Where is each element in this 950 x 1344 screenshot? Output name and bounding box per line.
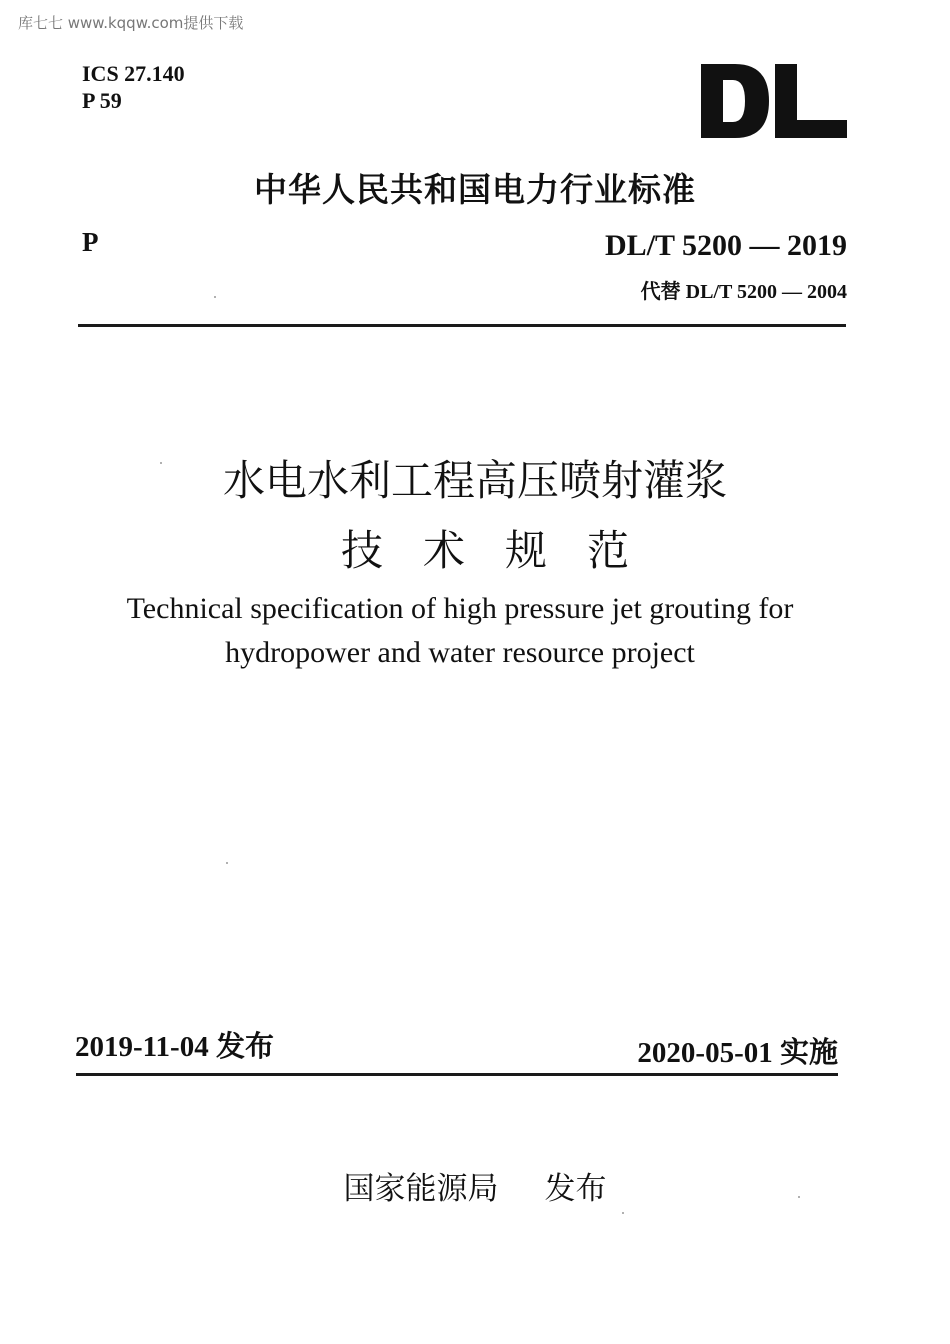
scan-speck [622, 1212, 624, 1214]
category-letter: P [82, 227, 99, 257]
issue-date: 2019-11-04 [75, 1031, 209, 1063]
dl-logo [699, 62, 849, 140]
ics-code: ICS 27.140 [82, 61, 185, 86]
replaces-line [641, 275, 847, 304]
implement-label: 实施 [779, 1035, 838, 1069]
scan-speck [160, 462, 162, 464]
english-title-line-2: hydropower and water resource project [225, 636, 695, 669]
chinese-title-line-2: 技术规范 [340, 526, 669, 575]
scan-speck [214, 296, 216, 298]
issue-label: 发布 [215, 1029, 274, 1063]
watermark-text: 库七七 www.kqqw.com提供下载 [18, 14, 244, 32]
replaces-number: DL/T 5200 — 2004 [685, 281, 847, 303]
standard-number: DL/T 5200 — 2019 [605, 229, 847, 262]
replaces-label: 代替 [640, 279, 681, 303]
implement-date-line [637, 1030, 838, 1071]
implement-date: 2020-05-01 [637, 1037, 773, 1069]
issue-date-line [75, 1024, 274, 1065]
bottom-divider [76, 1073, 838, 1076]
top-divider [78, 324, 846, 327]
classification-block [82, 60, 185, 114]
publisher-name: 国家能源局 [343, 1171, 499, 1207]
english-title-line-1: Technical specification of high pressure jet grouting for [126, 592, 794, 625]
class-code: P 59 [82, 88, 122, 113]
standard-category-title: 中华人民共和国电力行业标准 [254, 170, 696, 209]
scan-speck [226, 862, 228, 864]
scan-speck [798, 1196, 800, 1198]
chinese-title-line-1: 水电水利工程高压喷射灌浆 [222, 456, 727, 505]
publisher-label: 发布 [544, 1171, 607, 1207]
publisher-line [0, 1163, 950, 1208]
